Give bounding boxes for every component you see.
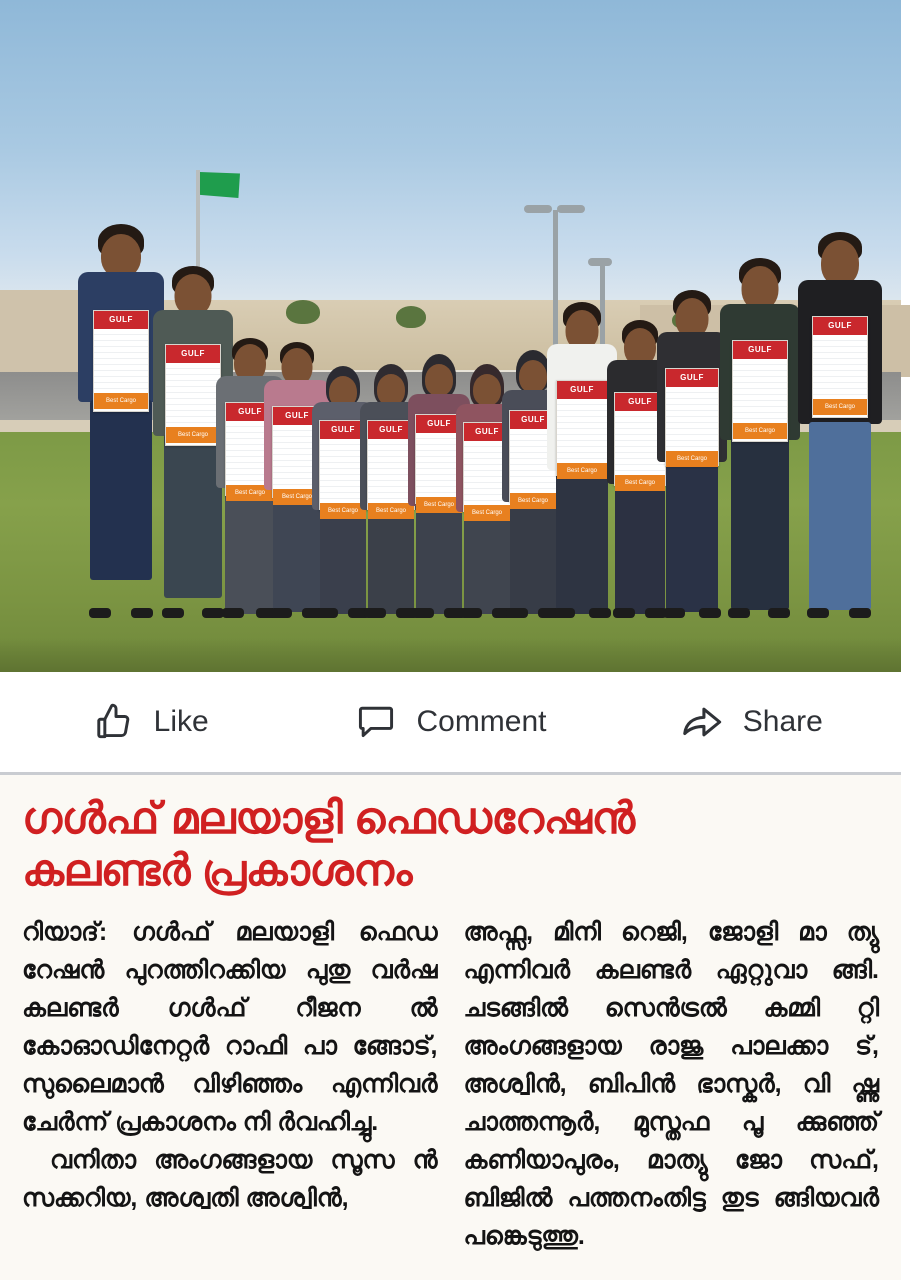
person: GULF Best Cargo [150, 244, 236, 614]
clipping-paragraph: വനിതാ അംഗങ്ങളായ സൂസ ൻ സക്കറിയ, അശ്വതി അശ്വിൻ, [22, 1145, 438, 1212]
thumbs-up-icon [92, 700, 136, 744]
person: GULF Best Cargo [655, 270, 729, 614]
clipping-column-right [464, 913, 880, 1255]
person: GULF Best Cargo [500, 302, 566, 614]
post-action-bar [0, 672, 901, 775]
clipping-headline-line1: ഗൾഫ് മലയാളി ഫെഡറേഷൻ [22, 794, 635, 843]
people-group [0, 214, 901, 614]
speech-bubble-icon [354, 700, 398, 744]
share-button[interactable] [601, 672, 901, 772]
person: GULF Best Cargo [454, 310, 520, 614]
street-light-head-left [524, 205, 552, 213]
clipping-headline-line2: കലണ്ടർ പ്രകാശനം [22, 845, 412, 895]
person: GULF Best Cargo [75, 224, 167, 614]
person: GULF Best Cargo [406, 306, 472, 614]
person: GULF Best Cargo [214, 284, 286, 614]
like-label: Like [153, 705, 209, 738]
clipping-headline [22, 793, 879, 897]
comment-button[interactable] [300, 672, 600, 772]
clipping-column-left [22, 913, 438, 1255]
person: GULF Best Cargo [262, 294, 332, 614]
street-light-head-right [557, 205, 585, 213]
clipping-columns [22, 913, 879, 1255]
like-button[interactable] [0, 672, 300, 772]
person: GULF Best Cargo [358, 308, 424, 614]
person: GULF Best Cargo [605, 286, 675, 614]
person: GULF Best Cargo [718, 254, 802, 614]
share-arrow-icon [679, 699, 725, 745]
news-clipping [0, 775, 901, 1280]
green-flag-icon [200, 172, 240, 198]
person: GULF Best Cargo [310, 304, 376, 614]
clipping-paragraph: അഫ്സ, മിനി റെജി, ജോളി മാ ത്യു എന്നിവർ കലണ്ടർ ഏറ്റുവാ ങ്ങി. ചടങ്ങിൽ സെൻട്രൽ കമ്മി റ്റി അംഗങ്ങളായ രാജു പാലക്കാ ട്, അശ്വിൻ, ബിപിൻ ഭാസ്കർ, വി ഷ്ണു ചാത്തന്നൂർ, മുസ്തഫ പൂ ക്കുഞ്ഞ് കണിയാപുരം, മാത്യു ജോ സഫ്, ബിജിൽ പത്തനംതിട്ട തുട ങ്ങിയവർ പങ്കെടുത്തു. [463, 917, 879, 1250]
person: GULF Best Cargo [795, 232, 885, 614]
person: GULF Best Cargo [545, 280, 619, 614]
clipping-paragraph: റിയാദ്: ഗൾഫ് മലയാളി ഫെഡ റേഷൻ പുറത്തിറക്കിയ പുതു വർഷ കലണ്ടർ ഗൾഫ് റീജന ൽ കോഓഡിനേറ്റർ റാഫി പാ ങ്ങോട്, സുലൈമാൻ വിഴിഞ്ഞം എന്നിവർ ചേർന്ന് പ്രകാശനം നി ർവഹിച്ചു. [22, 917, 438, 1136]
comment-label: Comment [416, 705, 547, 738]
share-label: Share [742, 705, 823, 738]
